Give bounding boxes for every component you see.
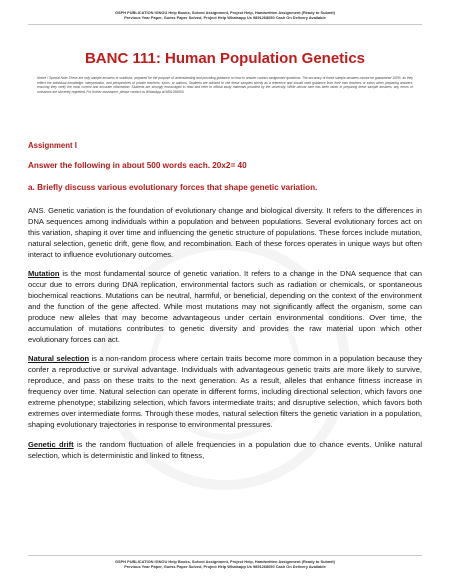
header-line-2: Previous Year Paper, Guess Paper Solved, Project Help Whatsapp Us 9891268050 Cash On Delivery Available [124, 15, 326, 20]
question-heading: a. Briefly discuss various evolutionary forces that shape genetic variation. [28, 183, 318, 192]
answer-body [28, 206, 422, 470]
paragraph-intro: ANS. Genetic variation is the foundation of evolutionary change and biological diversity. It refers to the differences in DNA sequences among individuals within a population and between populations. Several evolutionary forces act on this variation, shaping it over time and influencing the genetic structure of populations. These forces include mutation, natural selection, genetic drift, gene flow, and recombination. Each of these forces operates in unique ways but often interact to influence evolutionary outcomes. [28, 206, 422, 259]
document-title: BANC 111: Human Population Genetics [84, 50, 366, 67]
instruction-text: Answer the following in about 500 words each. 20x2= 40 [28, 161, 247, 170]
paragraph-genetic-drift: Genetic drift is the random fluctuation of allele frequencies in a population due to chance events. Unlike natural selection, which is deterministic and linked to fitness, [28, 439, 422, 460]
footer-line-2: Previous Year Paper, Guess Paper Solved, Project Help Whatsapp Us 9891268050 Cash On Delivery Available [124, 564, 326, 569]
header-line-1: GSPH PUBLICATION IGNOU Help Books, Solved Assignment, Project Help, Handwritten Assignment (Ready to Submit) [115, 10, 335, 15]
footer-line-1: GSPH PUBLICATION IGNOU Help Books, Solved Assignment, Project Help, Handwritten Assignment (Ready to Submit) [115, 559, 335, 564]
page-header [20, 10, 430, 20]
assignment-label: Assignment I [28, 141, 77, 150]
term-mutation: Mutation [28, 269, 60, 279]
header-divider [28, 24, 422, 25]
paragraph-mutation: Mutation is the most fundamental source of genetic variation. It refers to a change in the DNA sequence that can occur due to errors during DNA replication, environmental factors such as radiation or chemicals, or spontaneous biochemical reactions. Mutations can be neutral, harmful, or beneficial, depending on the context of the environment and the function of the gene affected. While most mutations may not significantly affect the organism, some can produce new alleles that may become advantageous under certain environmental conditions. Over time, the accumulation of mutations contributes to genetic diversity and provides the raw material upon which other evolutionary forces can act. [28, 269, 422, 344]
paragraph-natural-selection: Natural selection is a non-random process where certain traits become more common in a population because they confer a reproductive or survival advantage. Individuals with advantageous genetic traits are more likely to survive, reproduce, and pass on these traits to the next generation. As a result, alleles that enhance fitness increase in frequency over time. Natural selection can operate in different forms, including directional selection, which favors one extreme phenotype; stabilizing selection, which favors intermediate traits; and disruptive selection, which favors both extremes over intermediate forms. Through these modes, natural selection filters the genetic variation in a population, shaping evolutionary trajectories in response to environmental pressures. [28, 354, 422, 429]
notice-text: Notice / Special Note-These are only sample answers or solutions, prepared for the purpose of understanding and providing guidance on how to answer various assignment questions. The accuracy of these sample answers cannot be guaranteed 100%, as they reflect the individual knowledge, interpretation, and perspectives of private teachers, tutors, or authors. Students are advised to use these samples strictly as a reference and should seek guidance from their own teachers or tutors when preparing answers, ensuring they verify the most current and accurate information. Students are strongly encouraged to read and refer to official study materials provided by the university. While utmost care has been taken in preparing these sample answers, any errors or omissions are sincerely regretted. For further assistance, please contact us WhatsApp at 9891268050. [37, 76, 413, 94]
page-footer [20, 559, 430, 569]
term-natural-selection: Natural selection [28, 354, 90, 364]
footer-divider [28, 555, 422, 556]
term-genetic-drift: Genetic drift [28, 439, 74, 449]
